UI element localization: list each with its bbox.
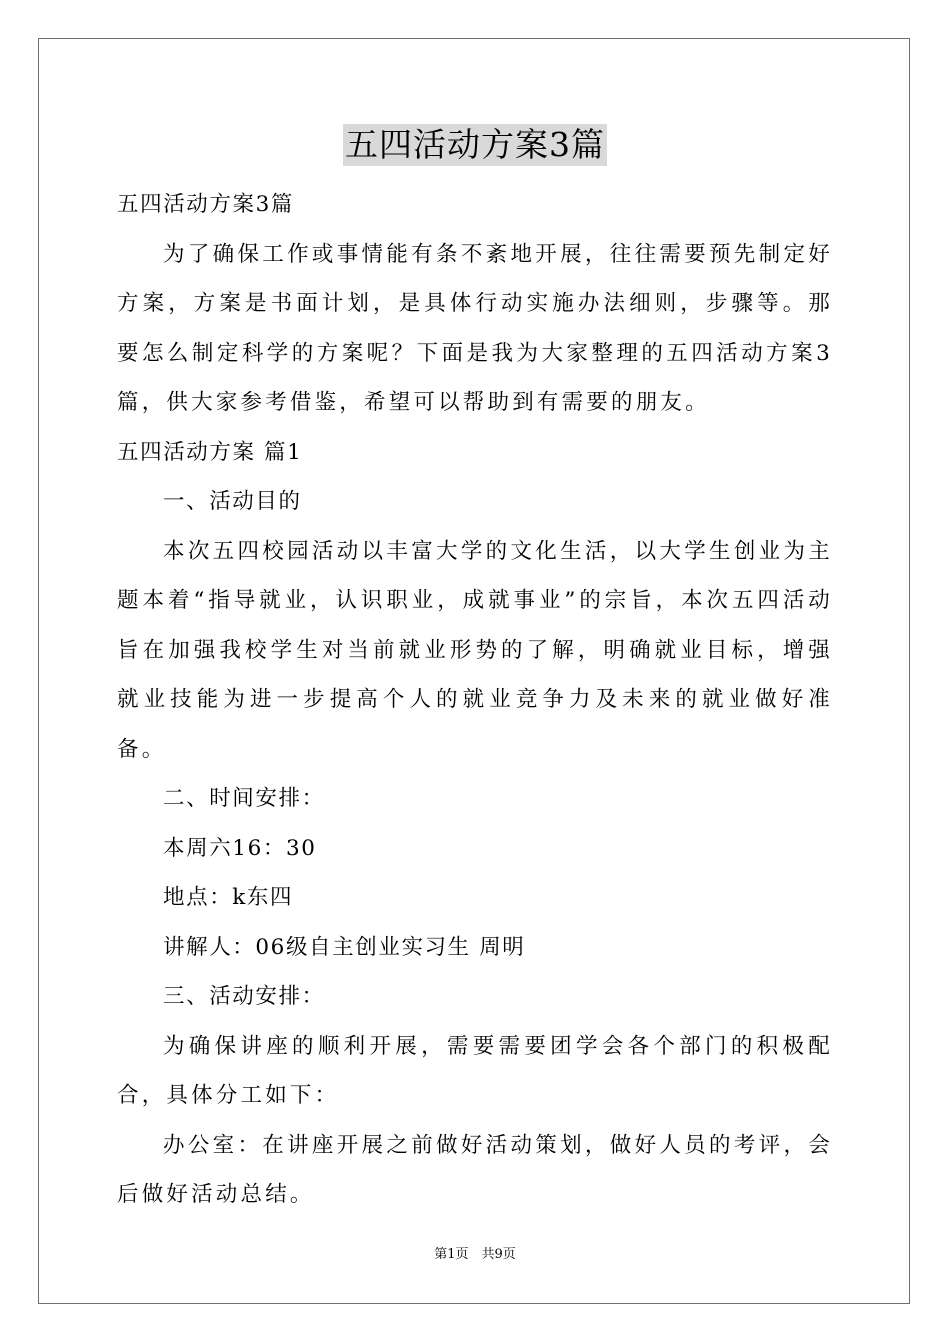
page-footer: 第1页 共9页 bbox=[434, 1247, 516, 1262]
purpose-paragraph: 本次五四校园活动以丰富大学的文化生活，以大学生创业为主题本着“指导就业，认识职业，成就事业”的宗旨，本次五四活动旨在加强我校学生对当前就业形势的了解，明确就业目标，增强就业技能为进一步提高个人的就业竞争力及未来的就业做好准备。 bbox=[117, 538, 833, 762]
document-title: 五四活动方案3篇 bbox=[345, 125, 605, 164]
purpose-heading: 一、活动目的 bbox=[163, 489, 302, 514]
arrangement-paragraph: 为确保讲座的顺利开展，需要需要团学会各个部门的积极配合，具体分工如下： bbox=[117, 1033, 833, 1108]
title-container bbox=[0, 124, 950, 166]
office-paragraph: 办公室：在讲座开展之前做好活动策划，做好人员的考评，会后做好活动总结。 bbox=[117, 1132, 833, 1207]
time-line: 本周六16：30 bbox=[163, 835, 317, 861]
subtitle-line: 五四活动方案3篇 bbox=[117, 192, 294, 217]
arrangement-heading: 三、活动安排： bbox=[163, 984, 325, 1009]
document-body bbox=[117, 180, 833, 1220]
intro-paragraph: 为了确保工作或事情能有条不紊地开展，往往需要预先制定好方案，方案是书面计划，是具体行动实施办法细则，步骤等。那要怎么制定科学的方案呢？下面是我为大家整理的五四活动方案3篇，供大家参考借鉴，希望可以帮助到有需要的朋友。 bbox=[117, 241, 833, 415]
place-line: 地点：k东四 bbox=[163, 885, 294, 910]
speaker-line: 讲解人：06级自主创业实习生 周明 bbox=[163, 934, 526, 960]
section-heading: 五四活动方案 篇1 bbox=[117, 439, 303, 465]
time-heading: 二、时间安排： bbox=[163, 786, 325, 811]
